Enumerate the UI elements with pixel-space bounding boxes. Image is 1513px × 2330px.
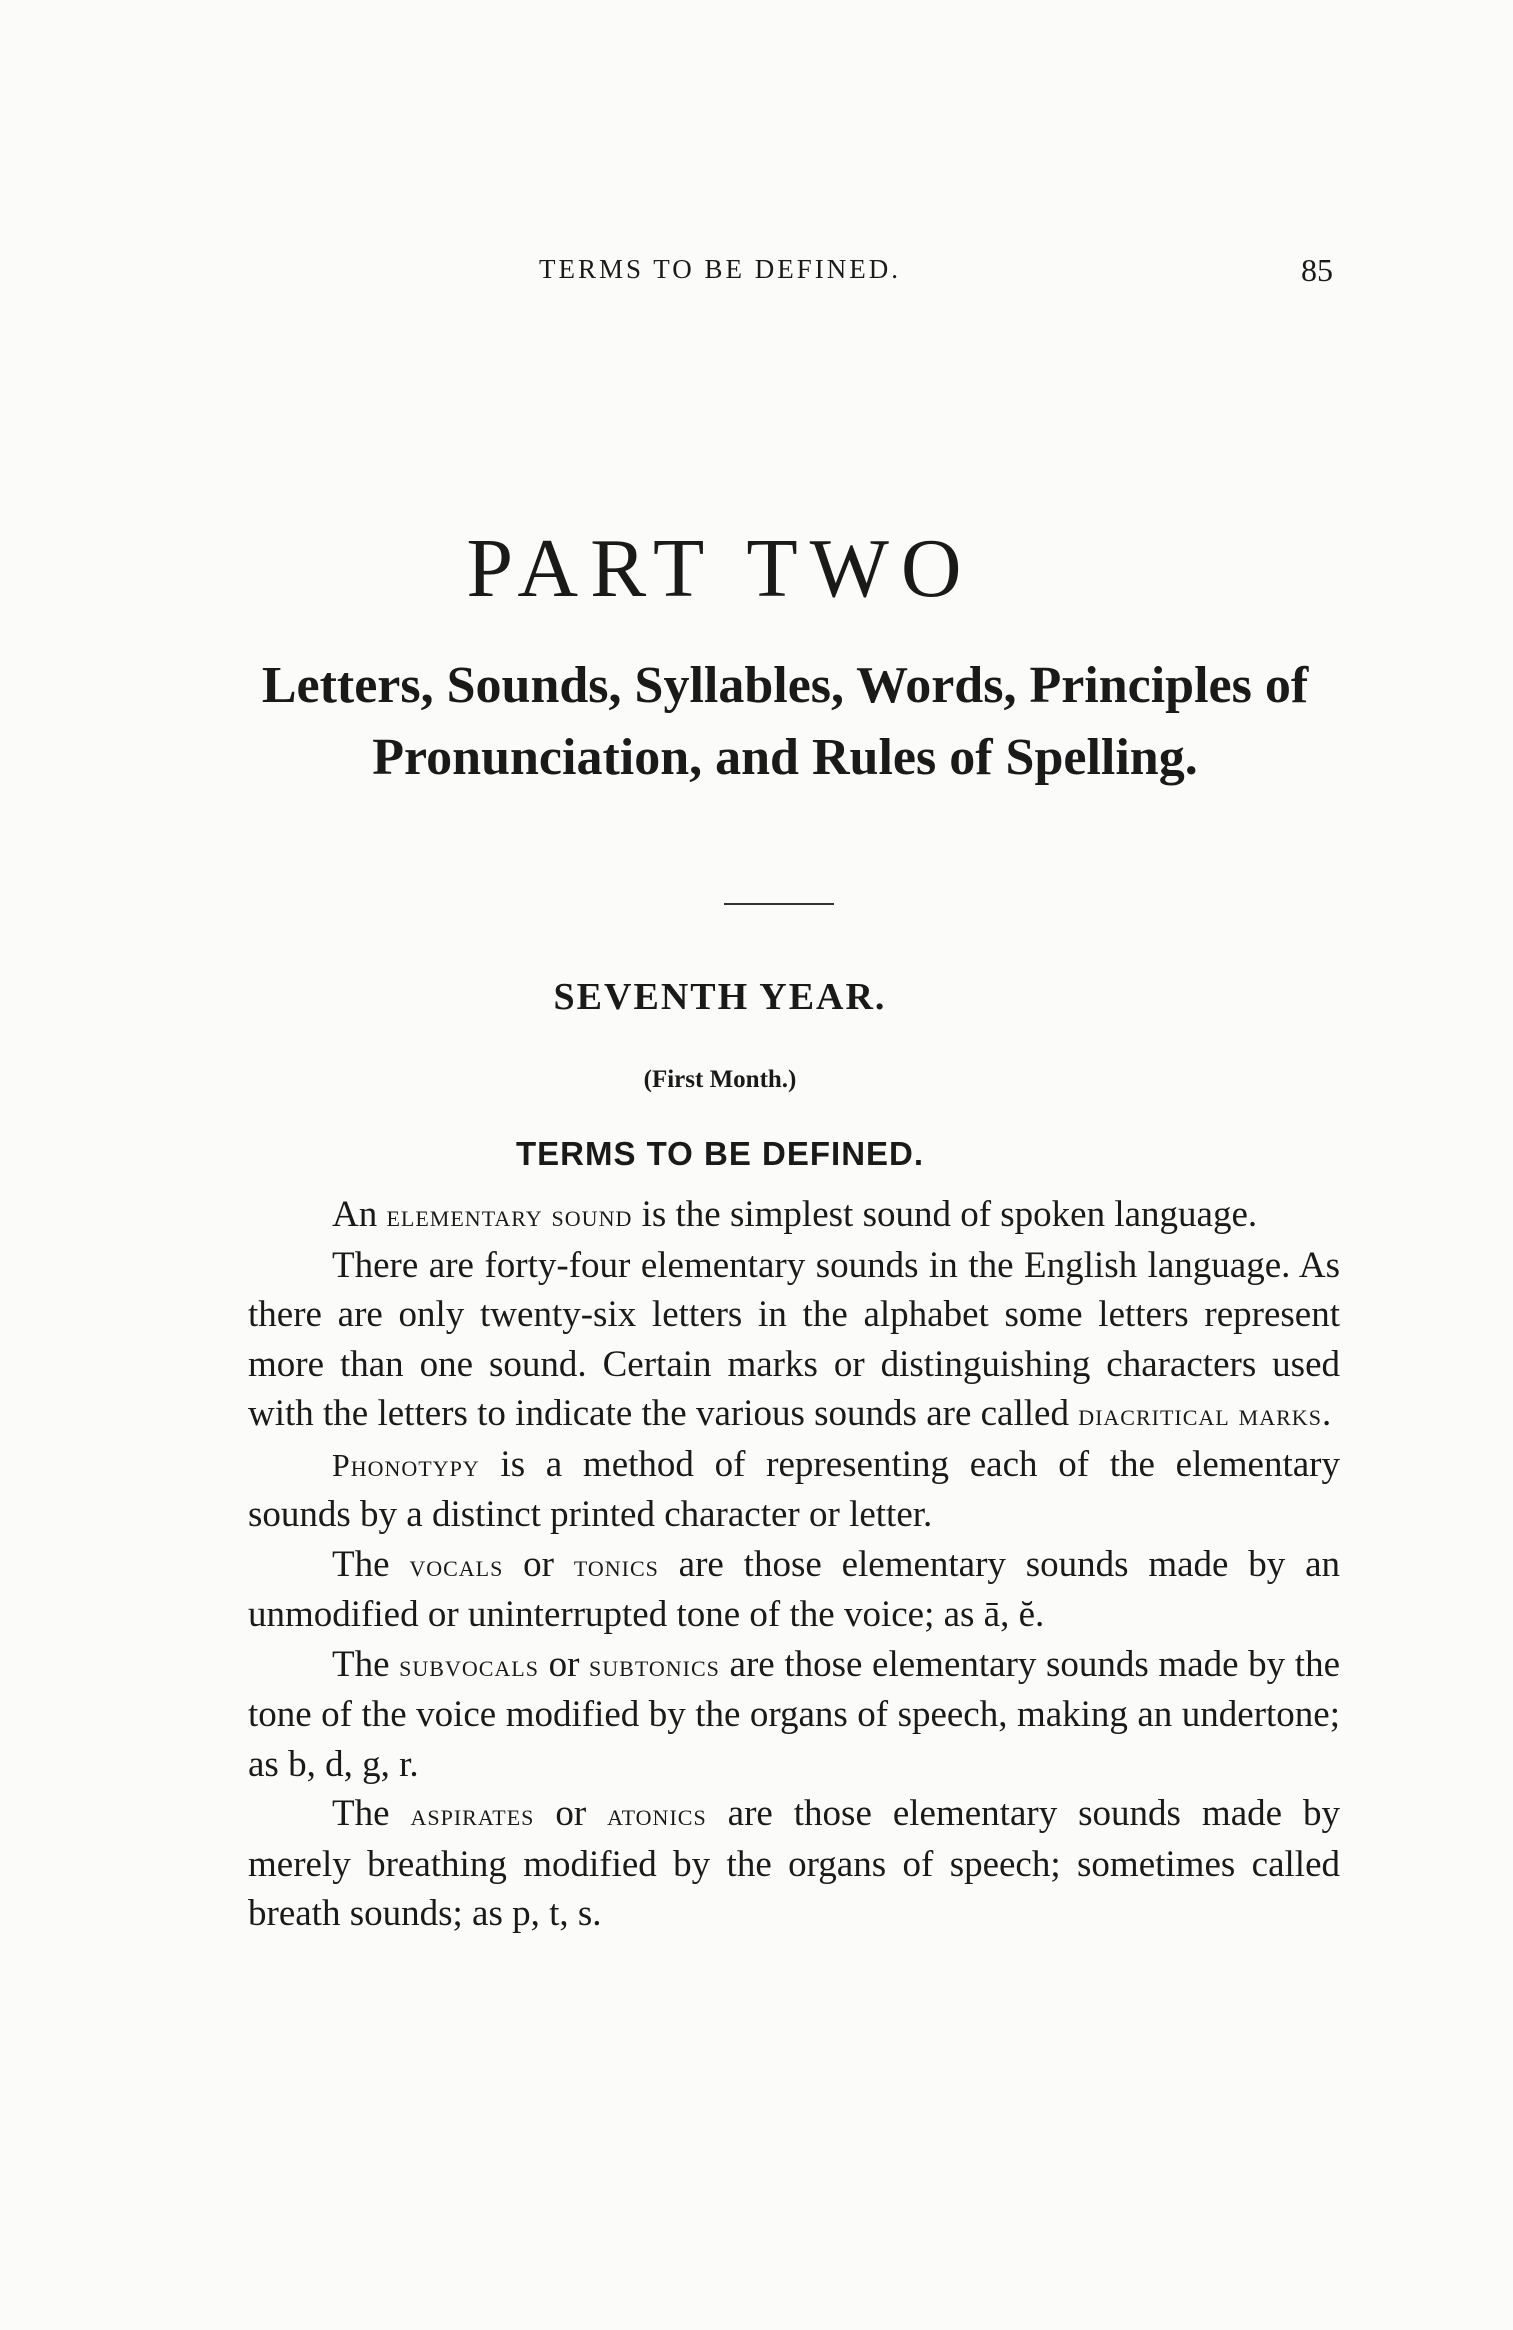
text-run: are those elementary sounds made by merely breathing modified by the organs of speech; sometimes called breath sounds; as p, t, s. (248, 1793, 1340, 1934)
term-aspirates: aspirates (410, 1797, 535, 1832)
term-diacritical-marks: diacritical marks (1078, 1397, 1322, 1432)
term-vocals: vocals (409, 1547, 504, 1583)
term-atonics: atonics (607, 1797, 707, 1832)
term-subtonics: subtonics (589, 1647, 720, 1683)
section-heading: TERMS TO BE DEFINED. (515, 1135, 925, 1172)
text-run: or (538, 1643, 590, 1685)
text-run: are those elementary sounds made by an unmodified or uninterrupted tone of the voice; as ā, ĕ. (248, 1543, 1341, 1635)
running-head (0, 252, 1513, 292)
term-phonotypy: Phonotypy (332, 1447, 480, 1483)
term-subvocals: subvocals (399, 1647, 539, 1683)
divider-rule (724, 903, 834, 905)
paragraph-vocals (248, 1540, 1340, 1640)
paragraph-aspirates (248, 1789, 1340, 1939)
paragraph-elementary-sound (248, 1190, 1340, 1241)
paragraph-subvocals (248, 1640, 1340, 1790)
text-run: are those elementary sounds made by the tone of the voice modified by the organs of speech, making an undertone; as b, d, g, r. (248, 1643, 1341, 1785)
part-title: PART TWO (466, 522, 974, 615)
term-tonics: tonics (573, 1547, 659, 1583)
month-heading: (First Month.) (643, 1066, 797, 1093)
body-text (248, 1190, 1340, 1939)
term-elementary-sound: elementary sound (386, 1198, 633, 1233)
text-run: is a method of representing each of the elementary sounds by a distinct printed character or letter. (248, 1443, 1340, 1535)
text-run: or (503, 1543, 574, 1585)
paragraph-phonotypy (248, 1440, 1340, 1540)
text-run: The (332, 1643, 400, 1685)
text-run: is the simplest sound of spoken language. (632, 1194, 1258, 1235)
page-number: 85 (1301, 252, 1333, 288)
running-head-title: TERMS TO BE DEFINED. (538, 254, 902, 284)
year-heading: SEVENTH YEAR. (553, 976, 887, 1018)
part-subtitle: Letters, Sounds, Syllables, Words, Principles of Pronunciation, and Rules of Spelling. (261, 657, 1309, 786)
text-run: There are forty-four elementary sounds in the English language. As there are only twenty-six letters in the alphabet some letters represent more than one sound. Certain marks or distinguishing characters used with the letters to indicate the various sounds are called (248, 1244, 1340, 1434)
text-run: The (332, 1543, 410, 1585)
text-run: or (534, 1793, 608, 1834)
text-run: . (1321, 1393, 1332, 1434)
text-run: The (332, 1793, 411, 1834)
paragraph-diacritical-marks (248, 1241, 1340, 1440)
text-run: An (332, 1194, 387, 1235)
